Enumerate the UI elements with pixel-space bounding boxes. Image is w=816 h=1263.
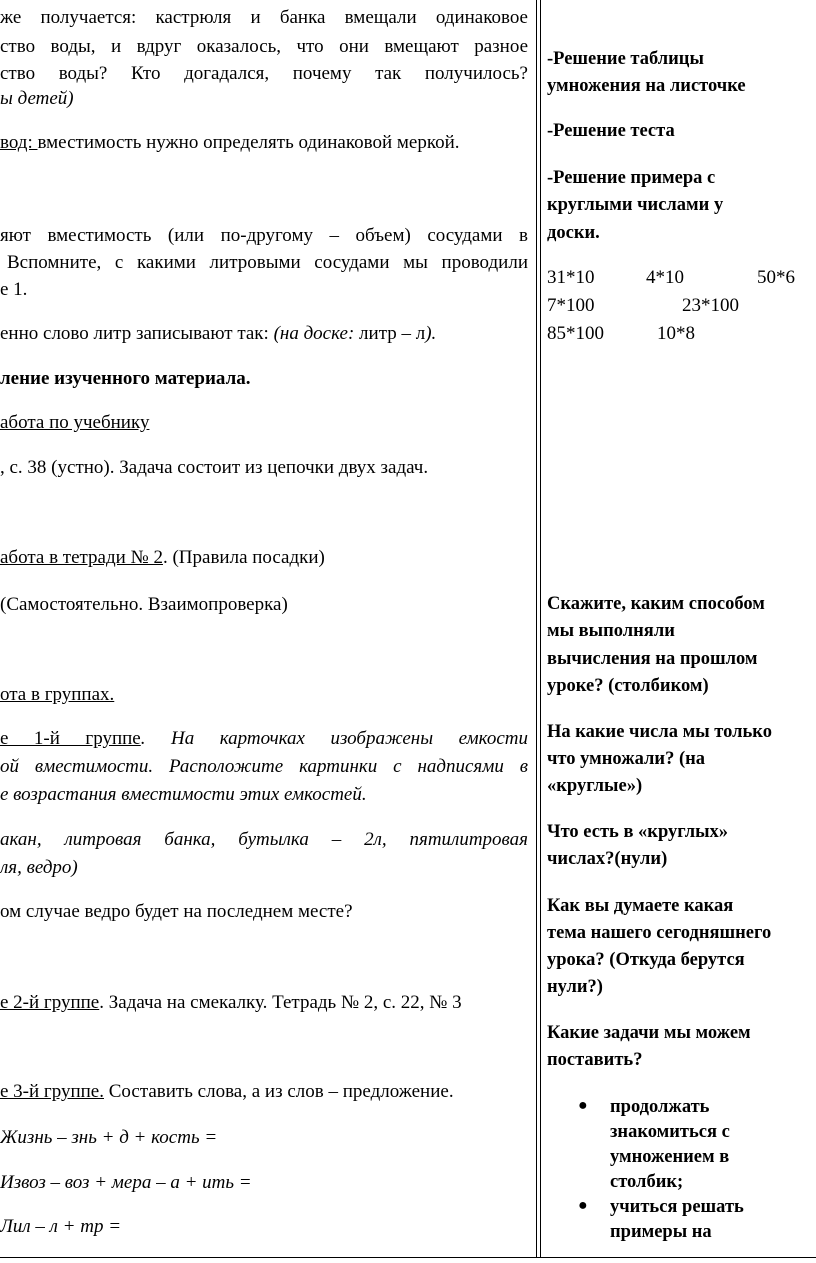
left-text-line: ство воды? Кто догадался, почему так получилось?: [0, 63, 528, 84]
question-line: числах?(нули): [547, 849, 668, 869]
notebook-work-note: . (Правила посадки): [162, 547, 325, 568]
litre-board-close: ).: [425, 323, 437, 344]
question-line: нули?): [547, 977, 603, 997]
left-text-line: акан, литровая банка, бутылка – 2л, пятилитровая: [0, 829, 528, 850]
question-line: Какие задачи мы можем: [547, 1023, 751, 1043]
table-bottom-border: [0, 1257, 816, 1258]
group3-label: е 3-й группе.: [0, 1081, 104, 1102]
goal-line: знакомиться с: [610, 1122, 730, 1142]
left-text-line: ство воды, и вдруг оказалось, что они вмещают разное: [0, 36, 528, 57]
section-heading: ление изученного материала.: [0, 368, 251, 389]
group1-line: [0, 727, 528, 751]
question-line: Скажите, каким способом: [547, 594, 765, 614]
left-text-line: яют вместимость (или по-другому – объем) сосудами в: [0, 225, 528, 246]
right-text-line: -Решение примера с: [547, 168, 716, 188]
word-puzzle-1: Жизнь – знь + д + кость =: [0, 1127, 218, 1148]
word-puzzle-3: Лил – л + тр =: [0, 1216, 122, 1237]
group1-label: е 1-й группе: [0, 728, 141, 749]
group2-label: е 2-й группе: [0, 992, 100, 1013]
example-expression: 10*8: [657, 323, 695, 344]
bullet-icon: ●: [578, 1197, 588, 1214]
left-text-line: Вспомните, с какими литровыми сосудами мы проводили: [7, 252, 528, 273]
question-line: что умножали? (на: [547, 749, 706, 769]
question-line: урока? (Откуда берутся: [547, 950, 745, 970]
example-expression: 23*100: [682, 295, 739, 316]
bullet-icon: ●: [578, 1097, 588, 1114]
textbook-work-heading: абота по учебнику: [0, 412, 150, 433]
right-text-line: умножения на листочке: [547, 76, 746, 96]
question-line: «круглые»): [547, 776, 643, 796]
question-line: тема нашего сегодняшнего: [547, 923, 772, 943]
example-expression: 50*6: [757, 267, 795, 288]
question-line: вычисления на прошлом: [547, 649, 758, 669]
left-text-line: ля, ведро): [0, 857, 78, 878]
group3-task: Составить слова, а из слов – предложение.: [104, 1081, 454, 1102]
right-text-line: -Решение таблицы: [547, 49, 704, 69]
left-text-line: е возрастания вместимости этих емкостей.: [0, 784, 367, 805]
litre-text: енно слово литр записывают так:: [0, 323, 274, 344]
left-text-line: ой вместимости. Расположите картинки с надписями в: [0, 756, 528, 777]
conclusion-text: вместимость нужно определять одинаковой меркой.: [37, 132, 460, 153]
litre-notation-line: [0, 322, 436, 346]
right-text-line: круглыми числами у: [547, 195, 724, 215]
example-expression: 31*10: [547, 267, 595, 288]
right-text-line: доски.: [547, 223, 600, 243]
question-line: На какие числа мы только: [547, 722, 772, 742]
right-text-line: -Решение теста: [547, 121, 675, 141]
notebook-work-heading: абота в тетради № 2: [0, 547, 163, 568]
word-puzzle-2: Извоз – воз + мера – а + ить =: [0, 1172, 252, 1193]
left-text-line: , с. 38 (устно). Задача состоит из цепочки двух задач.: [0, 457, 429, 478]
group1-task: . На карточках изображены емкости: [140, 728, 528, 749]
left-text-line: ом случае ведро будет на последнем месте?: [0, 901, 353, 922]
goal-line: умножением в: [610, 1147, 730, 1167]
question-line: Что есть в «круглых»: [547, 822, 729, 842]
question-line: мы выполняли: [547, 621, 675, 641]
group2-task: . Задача на смекалку. Тетрадь № 2, с. 22, № 3: [99, 992, 462, 1013]
group-work-heading: ота в группах.: [0, 684, 115, 705]
group3-line: [0, 1080, 454, 1104]
example-expression: 7*100: [547, 295, 595, 316]
litre-board-value: литр – л: [359, 323, 426, 344]
question-line: поставить?: [547, 1050, 643, 1070]
question-line: Как вы думаете какая: [547, 896, 734, 916]
column-divider-left: [536, 0, 537, 1258]
notebook-work-line: [0, 546, 325, 570]
question-line: уроке? (столбиком): [547, 676, 709, 696]
left-text-line: е 1.: [0, 279, 28, 300]
example-expression: 4*10: [646, 267, 684, 288]
left-text-line: же получается: кастрюля и банка вмещали одинаковое: [0, 7, 528, 28]
column-divider-right: [540, 0, 541, 1258]
goal-line: продолжать: [610, 1097, 710, 1117]
group2-line: [0, 991, 462, 1015]
left-text-line: ы детей): [0, 88, 74, 109]
goal-line: примеры на: [610, 1222, 712, 1242]
conclusion-label: вод:: [0, 132, 38, 153]
example-expression: 85*100: [547, 323, 604, 344]
left-text-line: (Самостоятельно. Взаимопроверка): [0, 594, 288, 615]
conclusion-line: [0, 131, 460, 155]
goal-line: столбик;: [610, 1172, 684, 1192]
goal-line: учиться решать: [610, 1197, 744, 1217]
litre-board-open: (на доске:: [273, 323, 360, 344]
